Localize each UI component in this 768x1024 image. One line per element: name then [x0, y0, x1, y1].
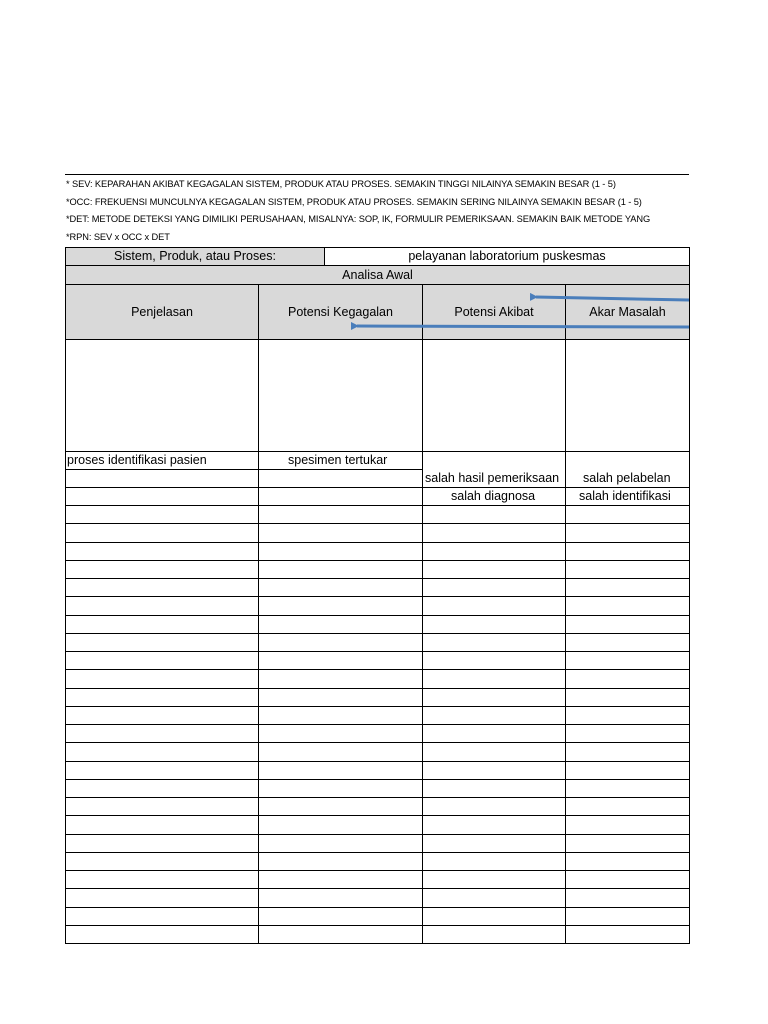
grid-col-divider-2: [422, 339, 423, 944]
row-divider: [65, 706, 690, 707]
section-title-cell: [65, 265, 690, 285]
row-divider: [65, 943, 690, 944]
column-header-potensi-kegagalan: [258, 284, 423, 340]
row-divider: [65, 578, 690, 579]
section-title: Analisa Awal: [342, 267, 413, 282]
row-divider: [65, 505, 690, 506]
row-divider: [65, 907, 690, 908]
row-divider: [65, 797, 690, 798]
row-divider: [65, 651, 690, 652]
row-divider: [65, 724, 690, 725]
cell-potensi-akibat[interactable]: salah hasil pemeriksaan: [425, 471, 560, 485]
row-divider: [65, 339, 690, 340]
row-divider: [65, 688, 690, 689]
row-divider: [65, 761, 690, 762]
system-label-cell: [65, 247, 325, 266]
top-rule: [65, 174, 689, 175]
row-divider: [65, 487, 690, 488]
column-header-label: Potensi Kegagalan: [288, 304, 393, 319]
grid-left-border: [65, 339, 66, 944]
row-divider: [65, 451, 690, 452]
column-header-label: Akar Masalah: [589, 304, 666, 319]
note-sev: * SEV: KEPARAHAN AKIBAT KEGAGALAN SISTEM, PRODUK ATAU PROSES. SEMAKIN TINGGI NILAINYA SEMAKIN BESAR (1 - 5): [66, 179, 616, 189]
grid-col-divider-3: [565, 339, 566, 944]
row-divider: [65, 560, 690, 561]
row-divider: [65, 596, 690, 597]
column-header-label: Potensi Akibat: [454, 304, 534, 319]
column-header-akar-masalah: [565, 284, 690, 340]
cell-potensi-kegagalan[interactable]: spesimen tertukar: [288, 453, 388, 467]
row-divider: [65, 815, 690, 816]
row-divider: [65, 615, 690, 616]
column-header-penjelasan: [65, 284, 259, 340]
cell-akar-masalah[interactable]: salah identifikasi: [579, 489, 671, 503]
note-det: *DET: METODE DETEKSI YANG DIMILIKI PERUSAHAAN, MISALNYA: SOP, IK, FORMULIR PEMERIKSAAN. SEMAKIN BAIK METODE YANG: [66, 214, 651, 224]
row-divider: [65, 469, 423, 470]
row-divider: [65, 742, 690, 743]
system-value-cell[interactable]: [324, 247, 690, 266]
row-divider: [65, 542, 690, 543]
column-header-label: Penjelasan: [131, 304, 193, 319]
row-divider: [65, 779, 690, 780]
cell-potensi-akibat[interactable]: salah diagnosa: [451, 489, 536, 503]
row-divider: [65, 888, 690, 889]
row-divider: [65, 669, 690, 670]
row-divider: [65, 834, 690, 835]
system-value: pelayanan laboratorium puskesmas: [408, 249, 606, 264]
cell-akar-masalah[interactable]: salah pelabelan: [583, 471, 671, 485]
note-occ: *OCC: FREKUENSI MUNCULNYA KEGAGALAN SISTEM, PRODUK ATAU PROSES. SEMAKIN SERING NILAINYA SEMAKIN BESAR (1 - 5): [66, 197, 642, 207]
row-divider: [65, 523, 690, 524]
system-label: Sistem, Produk, atau Proses:: [114, 249, 276, 264]
row-divider: [65, 870, 690, 871]
grid-right-border: [689, 339, 690, 944]
cell-penjelasan[interactable]: proses identifikasi pasien: [67, 453, 207, 467]
grid-col-divider-1: [258, 339, 259, 944]
row-divider: [65, 925, 690, 926]
row-divider: [65, 633, 690, 634]
column-header-potensi-akibat: [422, 284, 566, 340]
note-rpn: *RPN: SEV x OCC x DET: [66, 232, 170, 242]
row-divider: [65, 852, 690, 853]
